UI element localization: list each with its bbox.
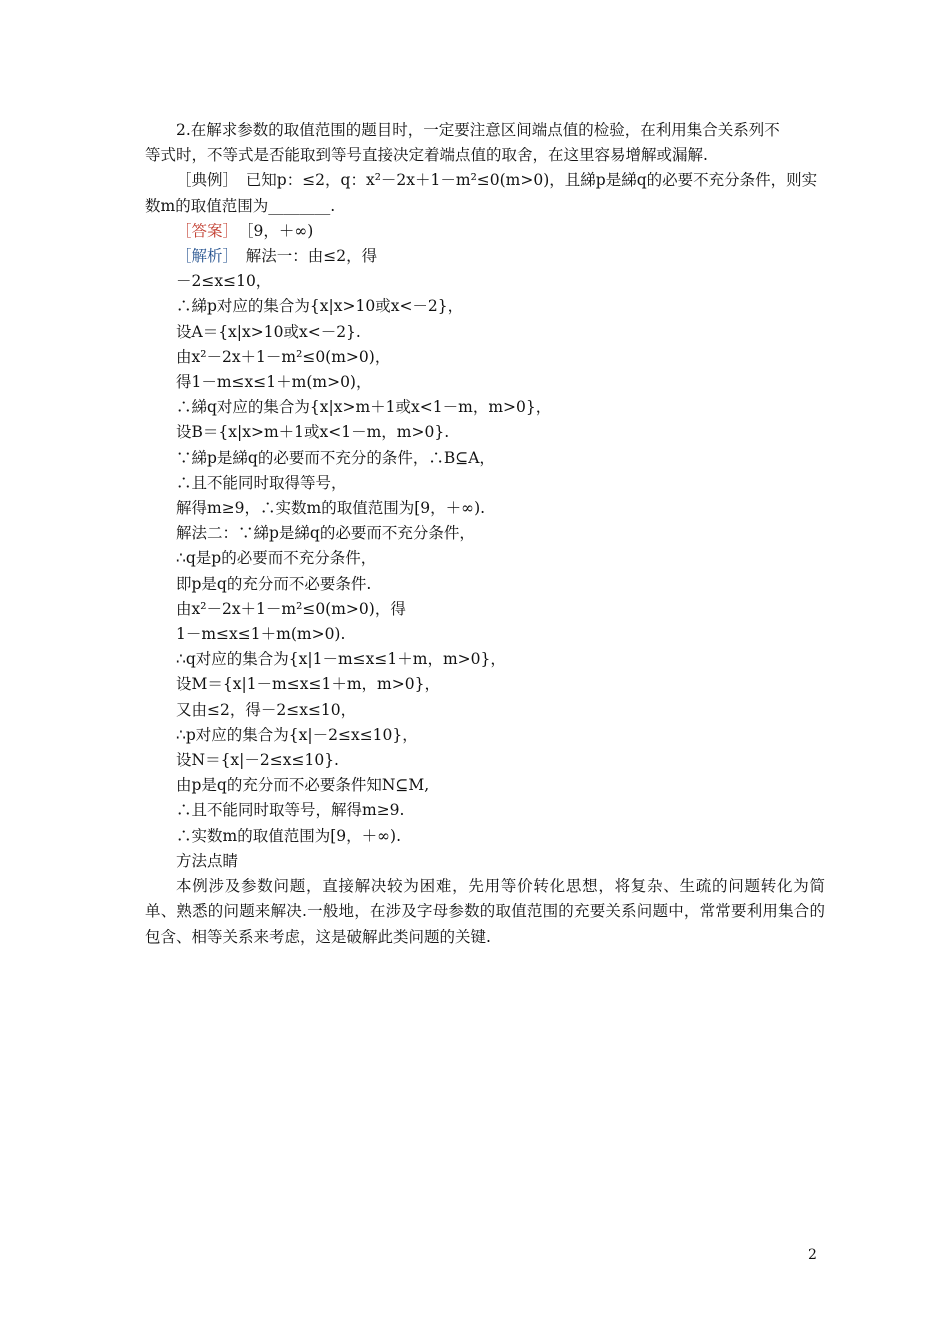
solution-line: 由p是q的充分而不必要条件知N⊆M, <box>176 776 430 795</box>
solution-line: 解法二：∵綈p是綈q的必要而不充分条件， <box>176 524 475 543</box>
solution-line: 得1－m≤x≤1＋m(m>0)， <box>176 373 372 392</box>
solution-line: 设A＝{x|x>10或x<－2}. <box>176 322 361 341</box>
solution-line: ∴q是p的必要而不充分条件， <box>176 549 377 568</box>
example-tag: ［典例］ <box>176 171 231 190</box>
solution-line: ∴且不能同时取得等号， <box>176 473 347 492</box>
solution-line: 1－m≤x≤1＋m(m>0). <box>176 625 346 644</box>
solution-line: ∵綈p是綈q的必要而不充分的条件，∴B⊆A， <box>176 448 495 467</box>
example-line-2: 数m的取值范围为________. <box>145 196 336 215</box>
analysis-tag: ［解析］ <box>176 247 231 266</box>
analysis-text: 解法一：由≤2，得 <box>230 247 378 266</box>
document-body <box>145 118 825 950</box>
solution-line: ∴实数m的取值范围为[9，＋∞). <box>176 826 401 845</box>
answer-text: ［9，＋∞) <box>230 221 314 240</box>
method-heading: 方法点睛 <box>176 851 239 870</box>
solution-line: ∴q对应的集合为{x|1－m≤x≤1＋m，m>0}， <box>176 650 506 669</box>
solution-line: 设N＝{x|－2≤x≤10}. <box>176 751 339 770</box>
solution-line: ∴綈q对应的集合为{x|x>m＋1或x<1－m，m>0}， <box>176 398 552 417</box>
page-number: 2 <box>808 1247 817 1263</box>
solution-line: ∴且不能同时取等号，解得m≥9. <box>176 801 405 820</box>
example-text: 已知p：≤2，q：x²－2x＋1－m²≤0(m>0)，且綈p是綈q的必要不充分条件，则实 <box>230 171 818 190</box>
solution-line: 设B＝{x|x>m＋1或x<1－m，m>0}. <box>176 423 450 442</box>
example-line-1 <box>145 168 825 193</box>
solution-line: 由x²－2x＋1－m²≤0(m>0)，得 <box>176 599 406 618</box>
solution-line: 即p是q的充分而不必要条件. <box>176 574 372 593</box>
summary-paragraph: 本例涉及参数问题，直接解决较为困难，先用等价转化思想，将复杂、生疏的问题转化为简单、熟悉的问题来解决.一般地，在涉及字母参数的取值范围的充要关系问题中，常常要利用集合的包含、相等关系来考虑，这是破解此类问题的关键. <box>145 877 825 946</box>
intro-line-1: 2.在解求参数的取值范围的题目时，一定要注意区间端点值的检验，在利用集合关系列不 <box>176 121 780 139</box>
solution-line: 解得m≥9，∴实数m的取值范围为[9，＋∞). <box>176 499 486 518</box>
solution-line: ∴綈p对应的集合为{x|x>10或x<－2}， <box>176 297 464 316</box>
solution-line: 由x²－2x＋1－m²≤0(m>0)， <box>176 347 391 366</box>
intro-line-2: 等式时，不等式是否能取到等号直接决定着端点值的取舍，在这里容易增解或漏解. <box>145 146 708 165</box>
answer-line <box>145 219 825 244</box>
solution-line: 又由≤2，得－2≤x≤10， <box>176 700 357 719</box>
solution-line: －2≤x≤10， <box>176 272 272 291</box>
solution-line: ∴p对应的集合为{x|－2≤x≤10}， <box>176 725 418 744</box>
answer-tag: ［答案］ <box>176 221 231 240</box>
analysis-line <box>145 244 825 269</box>
solution-line: 设M＝{x|1－m≤x≤1＋m，m>0}， <box>176 675 440 694</box>
